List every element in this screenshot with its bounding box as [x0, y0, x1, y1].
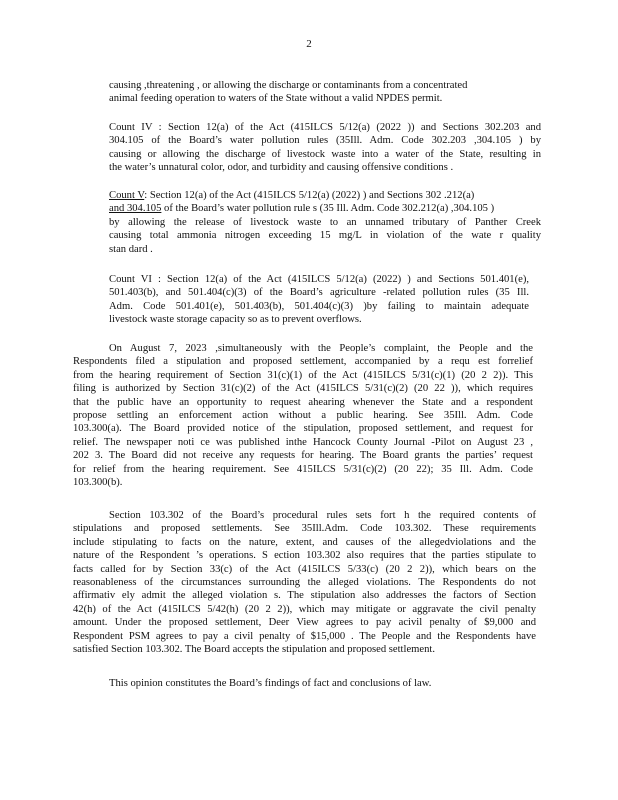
text-line: Count VI : Section 12(a) of the Act (415ILCS 5/12(a) (2022) ) and Sections 501.401(e), [109, 274, 529, 285]
text-line: facts called for by Section 33(c) of the Act (415ILCS 5/33(c) (20 2 2)), which bears on the [73, 563, 536, 575]
text-line: from the hearing requirement of Section 31(c)(1) of the Act (415ILCS 5/31(c)(1) (20 2 2)). This [73, 369, 533, 381]
text-line: causing total ammonia nitrogen exceeding 15 mg/L in violation of the wate r quality [109, 230, 541, 242]
text-segment: of the Board’s water pollution rule s (35 Ill. Adm. Code 302.212(a) ,304.105 ) [161, 203, 495, 215]
text-line: 202 3. The Board did not receive any requests for hearing. The Board grants the parties’ request [73, 450, 533, 462]
text-line: the water’s unnatural color, odor, and turbidity and causing offensive conditions . [109, 162, 454, 174]
page-number: 2 [306, 38, 312, 50]
text-line: amount. Under the proposed settlement, Deer View agrees to pay acivil penalty of $9,000 and [73, 617, 536, 629]
text-line: stan dard . [109, 243, 153, 255]
text-line: stipulations and proposed settlements. See 35Ill.Adm. Code 103.302. These requirements [73, 523, 536, 535]
section-103-302-paragraph [73, 509, 536, 656]
count-vi [109, 273, 529, 327]
text-line: causing or allowing the discharge of livestock waste into a water of the State, resulting in [109, 148, 541, 160]
text-line: Adm. Code 501.401(e), 501.403(b), 501.404(c)(3) )by failing to maintain adequate [109, 300, 529, 312]
text-line: livestock waste storage capacity so as to prevent overflows. [109, 314, 362, 326]
text-line: causing ,threatening , or allowing the discharge or contaminants from a concentrated [109, 80, 468, 91]
count-iii-tail [109, 79, 480, 106]
text-line: satisfied Section 103.302. The Board accepts the stipulation and proposed settlement. [73, 643, 435, 655]
text-line: affirmativ ely admit the alleged violation s. The stipulation also addresses the factors of Section [73, 590, 536, 602]
text-line: Respondents filed a stipulation and proposed settlement, accompanied by a requ est forrelief [73, 356, 533, 368]
underlined-citation: and 304.105 [109, 203, 162, 215]
text-line: by allowing the release of livestock waste to an unnamed tributary of Panther Creek [109, 216, 541, 228]
stipulation-paragraph [73, 342, 533, 489]
text-line: 42(h) of the Act (415ILCS 5/42(h) (20 2 2)), which may mitigate or aggravate the civil penalty [73, 603, 536, 615]
text-line: Section 103.302 of the Board’s procedural rules sets fort h the required contents of [109, 510, 536, 521]
text-line: On August 7, 2023 ,simultaneously with the People’s complaint, the People and the [109, 343, 533, 354]
count-v [109, 189, 541, 256]
text-segment: : Section 12(a) of the Act (415ILCS 5/12(a) (2022) ) and Sections 302 .212(a) [144, 190, 475, 201]
text-line [109, 202, 541, 215]
count-iv [109, 121, 541, 175]
text-line: that the public have an opportunity to request ahearing whenever the State and a respondent [73, 396, 533, 408]
text-line: propose settling an enforcement action without a public hearing. See 35Ill. Adm. Code [73, 409, 533, 421]
text-line: include stipulating to facts on the nature, extent, and causes of the allegedviolations and the [73, 536, 536, 548]
text-line: This opinion constitutes the Board’s findings of fact and conclusions of law. [109, 678, 432, 689]
text-line: nature of the Respondent ’s operations. S ection 103.302 also requires that the parties stipulate to [73, 550, 536, 562]
text-line [109, 189, 541, 202]
text-line: reasonableness of the circumstances surrounding the alleged violations. The Respondents do not [73, 576, 536, 588]
closing-paragraph [109, 677, 489, 690]
count-v-heading: Count V [109, 190, 145, 201]
text-line: 501.403(b), and 501.404(c)(3) of the Board’s agriculture -related pollution rules (35 Ill. [109, 287, 529, 299]
text-line: 304.105 of the Board’s water pollution rules (35Ill. Adm. Code 302.203 ,304.105 ) by [109, 135, 541, 147]
text-line: filing is authorized by Section 31(c)(2) of the Act (415ILCS 5/31(c)(2) (20 22 )), which requires [73, 383, 533, 395]
text-line: Count IV : Section 12(a) of the Act (415ILCS 5/12(a) (2022 )) and Sections 302.203 and [109, 122, 541, 133]
text-line: 103.300(b). [73, 476, 123, 488]
text-line: relief. The newspaper noti ce was published inthe Hancock County Journal -Pilot on August 23 , [73, 436, 533, 448]
text-line: Respondent PSM agrees to pay a civil penalty of $15,000 . The People and the Respondents have [73, 630, 536, 642]
text-line: animal feeding operation to waters of the State without a valid NPDES permit. [109, 93, 443, 105]
text-line: 103.300(a). The Board provided notice of the stipulation, proposed settlement, and request for [73, 423, 533, 435]
text-line: for relief from the hearing requirement. See 415ILCS 5/31(c)(2) (20 22); 35 Ill. Adm. Code [73, 463, 533, 475]
